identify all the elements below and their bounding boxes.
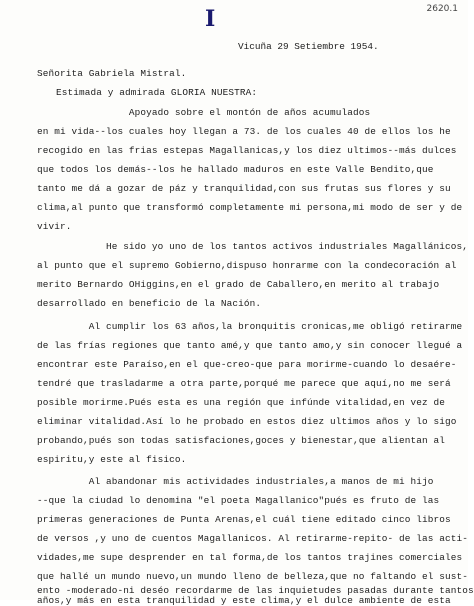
body-line: vidades,me supe desprender en tal forma,de los tantos trajines comerciales	[37, 552, 463, 563]
recipient-line: Señorita Gabriela Mistral.	[37, 68, 187, 79]
body-line: tendré que trasladarme a otra parte,porqué me parece que aquí,no me será	[37, 378, 451, 389]
body-line: probando,pués son todas satisfaciones,goces y bienestar,que alientan al	[37, 435, 445, 446]
body-line: encontrar este Paraíso,en el que-creo-que para morirme-cuando lo desaére-	[37, 359, 457, 370]
body-line: al punto que el supremo Gobierno,dispuso honrarme con la condecoración al	[37, 260, 457, 271]
body-line: posible morirme.Pués esta es una región que infúnde vitalidad,en vez de	[37, 397, 445, 408]
body-line: ento -moderado-ni deséo recordarme de las inquietudes pasadas durante tantos	[37, 585, 474, 596]
body-line: eliminar vitalidad.Así lo he probado en estos diez ultimos años y lo sigo	[37, 416, 457, 427]
body-line: de las frías regiones que tanto amé,y que tanto amo,y sin conocer llegué a	[37, 340, 463, 351]
body-line: que hallé un mundo nuevo,un mundo lleno de belleza,que no faltando el sust-	[37, 571, 468, 582]
date-line: Vicuña 29 Setiembre 1954.	[238, 41, 379, 52]
body-line: en mi vida--los cuales hoy llegan a 73. de los cuales 40 de ellos los he	[37, 126, 451, 137]
page-mark: I	[205, 6, 217, 32]
body-line: que todos los demás--los he hallado maduros en este Valle Bendito,que	[37, 164, 434, 175]
body-line: tanto me dá a gozar de páz y tranquilidad,con sus frutas sus flores y su	[37, 183, 451, 194]
body-line: años,y más en esta tranquilidad y este clima,y el dulce ambiente de esta	[37, 595, 451, 606]
body-line: merito Bernardo OHiggins,en el grado de Caballero,en merito al trabajo	[37, 279, 440, 290]
body-line: Al abandonar mis actividades industriales,a manos de mi hijo	[37, 476, 434, 487]
body-line: recogido en las frias estepas Magallanicas,y los diez ultimos--más dulces	[37, 145, 457, 156]
body-line: vivir.	[37, 221, 72, 232]
body-line: Al cumplir los 63 años,la bronquitis cronicas,me obligó retirarme	[37, 321, 463, 332]
body-line: He sido yo uno de los tantos activos industriales Magallánicos,	[37, 241, 468, 252]
body-line: clima,al punto que transformó completamente mi persona,mi modo de ser y de	[37, 202, 463, 213]
body-line: de versos ,y uno de cuentos Magallanicos. Al retirarme-repito- de las acti-	[37, 533, 468, 544]
body-line: Apoyado sobre el montón de años acumulados	[37, 107, 371, 118]
body-line: espiritu,y este al fisico.	[37, 454, 187, 465]
reference-number: 2620.1	[426, 4, 458, 14]
salutation-line: Estimada y admirada GLORIA NUESTRA:	[56, 87, 258, 98]
body-line: --que la ciudad lo denomina "el poeta Magallanico"pués es fruto de las	[37, 495, 440, 506]
body-line: desarrollado en beneficio de la Nación.	[37, 298, 262, 309]
body-line: primeras generaciones de Punta Arenas,el cuál tiene editado cinco libros	[37, 514, 451, 525]
